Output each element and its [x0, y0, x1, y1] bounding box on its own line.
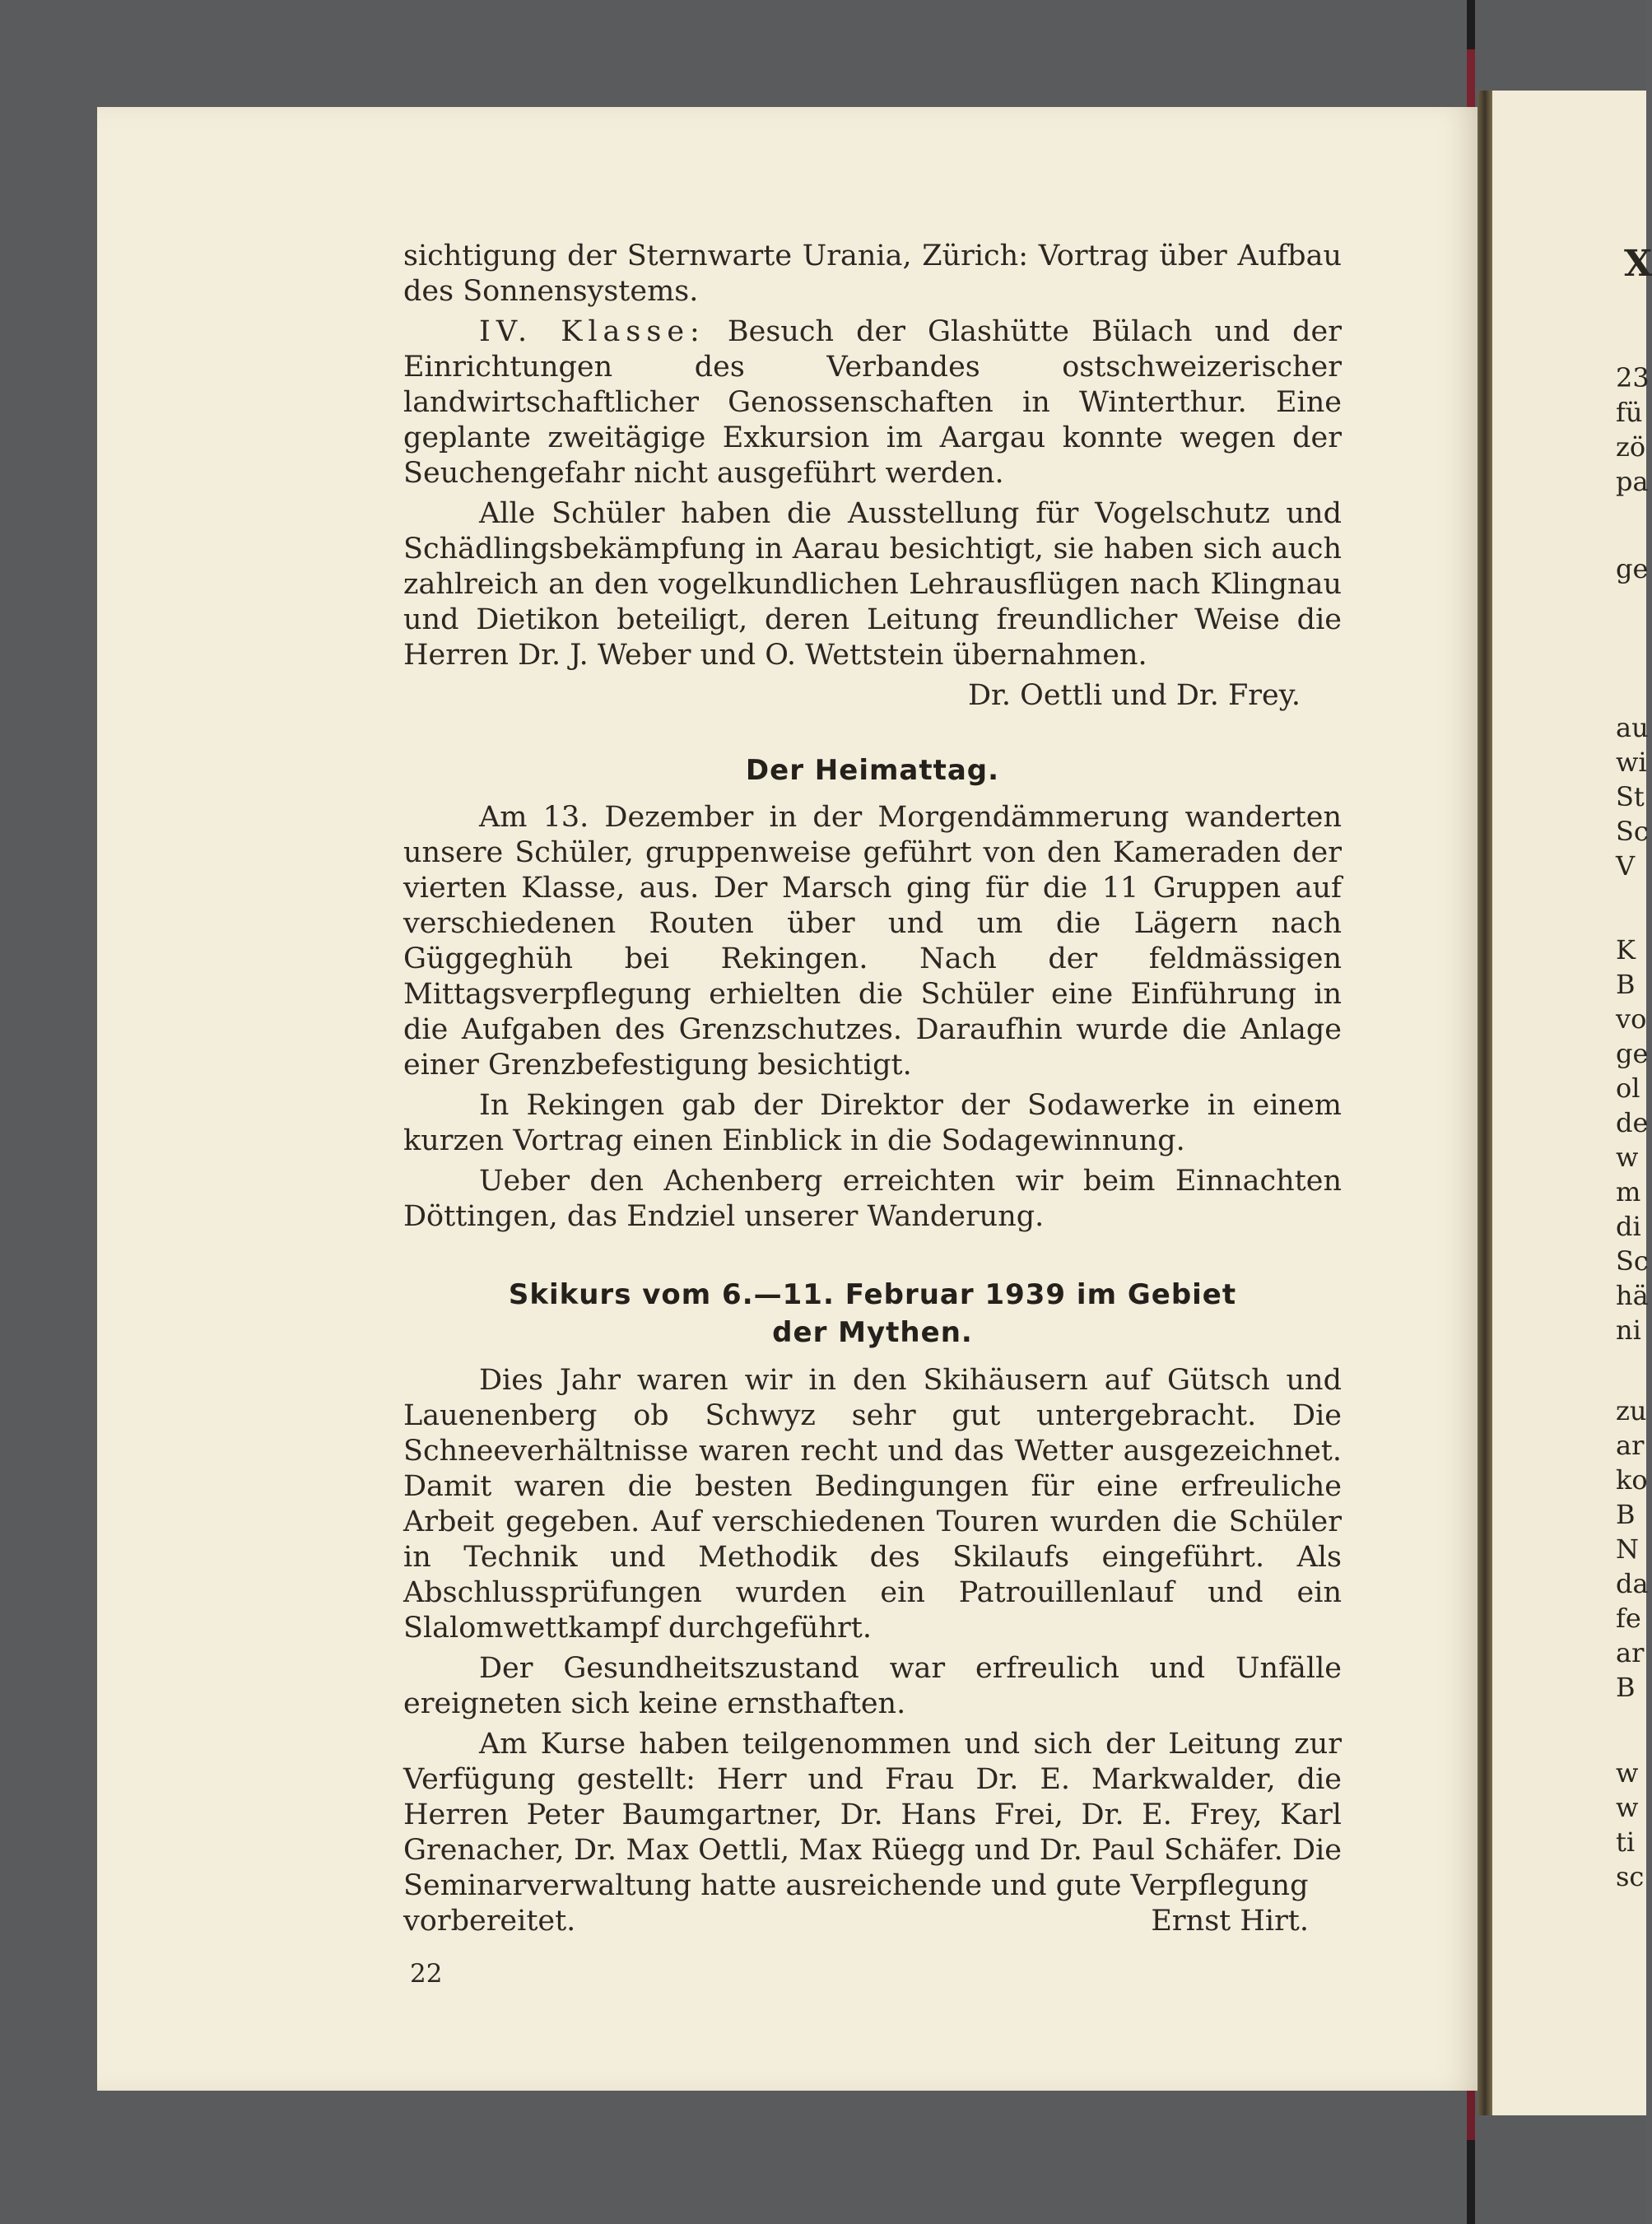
heading-skikurs-line2: der Mythen.: [772, 1316, 973, 1349]
facing-fragment: ar: [1616, 1637, 1645, 1668]
facing-fragment: X: [1624, 243, 1652, 285]
facing-fragment: hä: [1616, 1280, 1649, 1311]
facing-fragment: ti: [1616, 1826, 1636, 1858]
page-text: [403, 239, 1342, 1939]
paragraph-achenberg: Ueber den Achenberg erreichten wir beim Einnachten Döttingen, das Endziel unserer Wanderung.: [403, 1165, 1342, 1233]
klasse-label: IV. Klasse:: [479, 315, 705, 348]
facing-fragment: ol: [1616, 1072, 1640, 1104]
paragraph-dezember: Am 13. Dezember in der Morgendämmerung wanderten unsere Schüler, gruppenweise geführt von den Kameraden der vierten Klasse, aus. Der Marsch ging für die 11 Gruppen auf verschiedenen Routen über und um die Lägern nach Güggeghüh bei Rekingen. Nach der feldmässigen Mittagsverpflegung erhielten die Schüler eine Einführung in die Aufgaben des Grenzschutzes. Daraufhin wurde die Anlage einer Grenzbefestigung besichtigt.: [403, 801, 1342, 1082]
facing-fragment: ge: [1616, 1038, 1649, 1069]
facing-fragment: sc: [1616, 1861, 1645, 1892]
facing-fragment: N: [1616, 1533, 1639, 1565]
paragraph-gesundheit: Der Gesundheitszustand war erfreulich und Unfälle ereigneten sich keine ernsthaften.: [403, 1652, 1342, 1720]
heading-skikurs-line1: Skikurs vom 6.—11. Februar 1939 im Gebiet: [508, 1278, 1237, 1311]
facing-fragment: w: [1616, 1757, 1639, 1789]
facing-fragment: wi: [1616, 747, 1647, 778]
page-gutter: [1477, 91, 1492, 2115]
facing-fragment: di: [1616, 1211, 1641, 1242]
heading-skikurs: [403, 1276, 1342, 1352]
facing-fragment: w: [1616, 1792, 1639, 1823]
facing-fragment: da: [1616, 1568, 1649, 1599]
facing-fragment: Sc: [1616, 816, 1649, 847]
facing-fragment: de: [1616, 1107, 1649, 1138]
facing-fragment: ko: [1616, 1464, 1648, 1496]
facing-fragment: B: [1616, 1672, 1636, 1703]
facing-fragment: pa: [1616, 466, 1649, 497]
facing-fragment: zu: [1616, 1395, 1647, 1426]
paragraph-sternwarte: sichtigung der Sternwarte Urania, Zürich: Vortrag über Aufbau des Sonnensystems.: [403, 240, 1342, 308]
facing-fragment: B: [1616, 969, 1636, 1000]
facing-fragment: fü: [1616, 397, 1643, 428]
facing-fragment: B: [1616, 1499, 1636, 1530]
klasse-text: Besuch der Glashütte Bülach und der Einrichtungen des Verbandes ostschweizerischer landwirtschaftlicher Genossenschaften in Winterthur. Eine geplante zweitägige Exkursion im Aargau konnte wegen der Seuchengefahr nicht ausgeführt werden.: [403, 315, 1343, 490]
facing-fragment: ge: [1616, 553, 1649, 584]
facing-fragment: 23: [1616, 362, 1650, 393]
heading-heimattag: Der Heimattag.: [745, 754, 1000, 787]
paragraph-skihaeuser: Dies Jahr waren wir in den Skihäusern auf Gütsch und Lauenenberg ob Schwyz sehr gut untergebracht. Die Schneeverhältnisse waren recht und das Wetter ausgezeichnet. Damit waren die besten Bedingungen für eine erfreuliche Arbeit gegeben. Auf verschiedenen Touren wurden die Schüler in Technik und Methodik des Skilaufs eingeführt. Als Abschlussprüfungen wurden ein Patrouillenlauf und ein Slalomwettkampf durchgeführt.: [403, 1364, 1342, 1645]
paragraph-teilnehmer: Am Kurse haben teilgenommen und sich der Leitung zur Verfügung gestellt: Herr und Frau Dr. E. Markwalder, die Herren Peter Baumgartner, Dr. Hans Frei, Dr. E. Frey, Karl Grenacher, Dr. Max Oettli, Max Rüegg und Dr. Paul Schäfer. Die Seminarverwaltung hatte ausreichende und gute Verpflegung: [403, 1728, 1342, 1902]
signature-hirt: Ernst Hirt.: [1151, 1905, 1309, 1938]
facing-fragment: V: [1616, 850, 1636, 882]
closing-line: [403, 1904, 1342, 1939]
paragraph-klasse-iv: [403, 314, 1342, 491]
facing-fragment: K: [1616, 934, 1636, 965]
facing-fragment: zö: [1616, 431, 1646, 463]
closing-word: vorbereitet.: [403, 1905, 576, 1938]
page-number: 22: [410, 1959, 443, 1989]
facing-fragment: ni: [1616, 1314, 1641, 1346]
facing-fragment: w: [1616, 1142, 1639, 1173]
facing-fragment: St: [1616, 781, 1645, 812]
facing-fragment: ar: [1616, 1430, 1645, 1461]
paragraph-vogelschutz: Alle Schüler haben die Ausstellung für Vogelschutz und Schädlingsbekämpfung in Aarau besichtigt, sie haben sich auch zahlreich an den vogelkundlichen Lehrausflügen nach Klingnau und Dietikon beteiligt, deren Leitung freundlicher Weise die Herren Dr. J. Weber und O. Wettstein übernahmen.: [403, 497, 1342, 672]
facing-page: [1492, 91, 1652, 2115]
facing-fragment: Sc: [1616, 1245, 1649, 1277]
paragraph-rekingen: In Rekingen gab der Direktor der Sodawerke in einem kurzen Vortrag einen Einblick in die Sodagewinnung.: [403, 1089, 1342, 1157]
facing-fragment: vo: [1616, 1003, 1647, 1035]
facing-fragment: au: [1616, 712, 1649, 743]
facing-fragment: m: [1616, 1176, 1641, 1207]
signature-oettli-frey: Dr. Oettli und Dr. Frey.: [967, 679, 1301, 712]
facing-fragment: fe: [1616, 1603, 1641, 1634]
